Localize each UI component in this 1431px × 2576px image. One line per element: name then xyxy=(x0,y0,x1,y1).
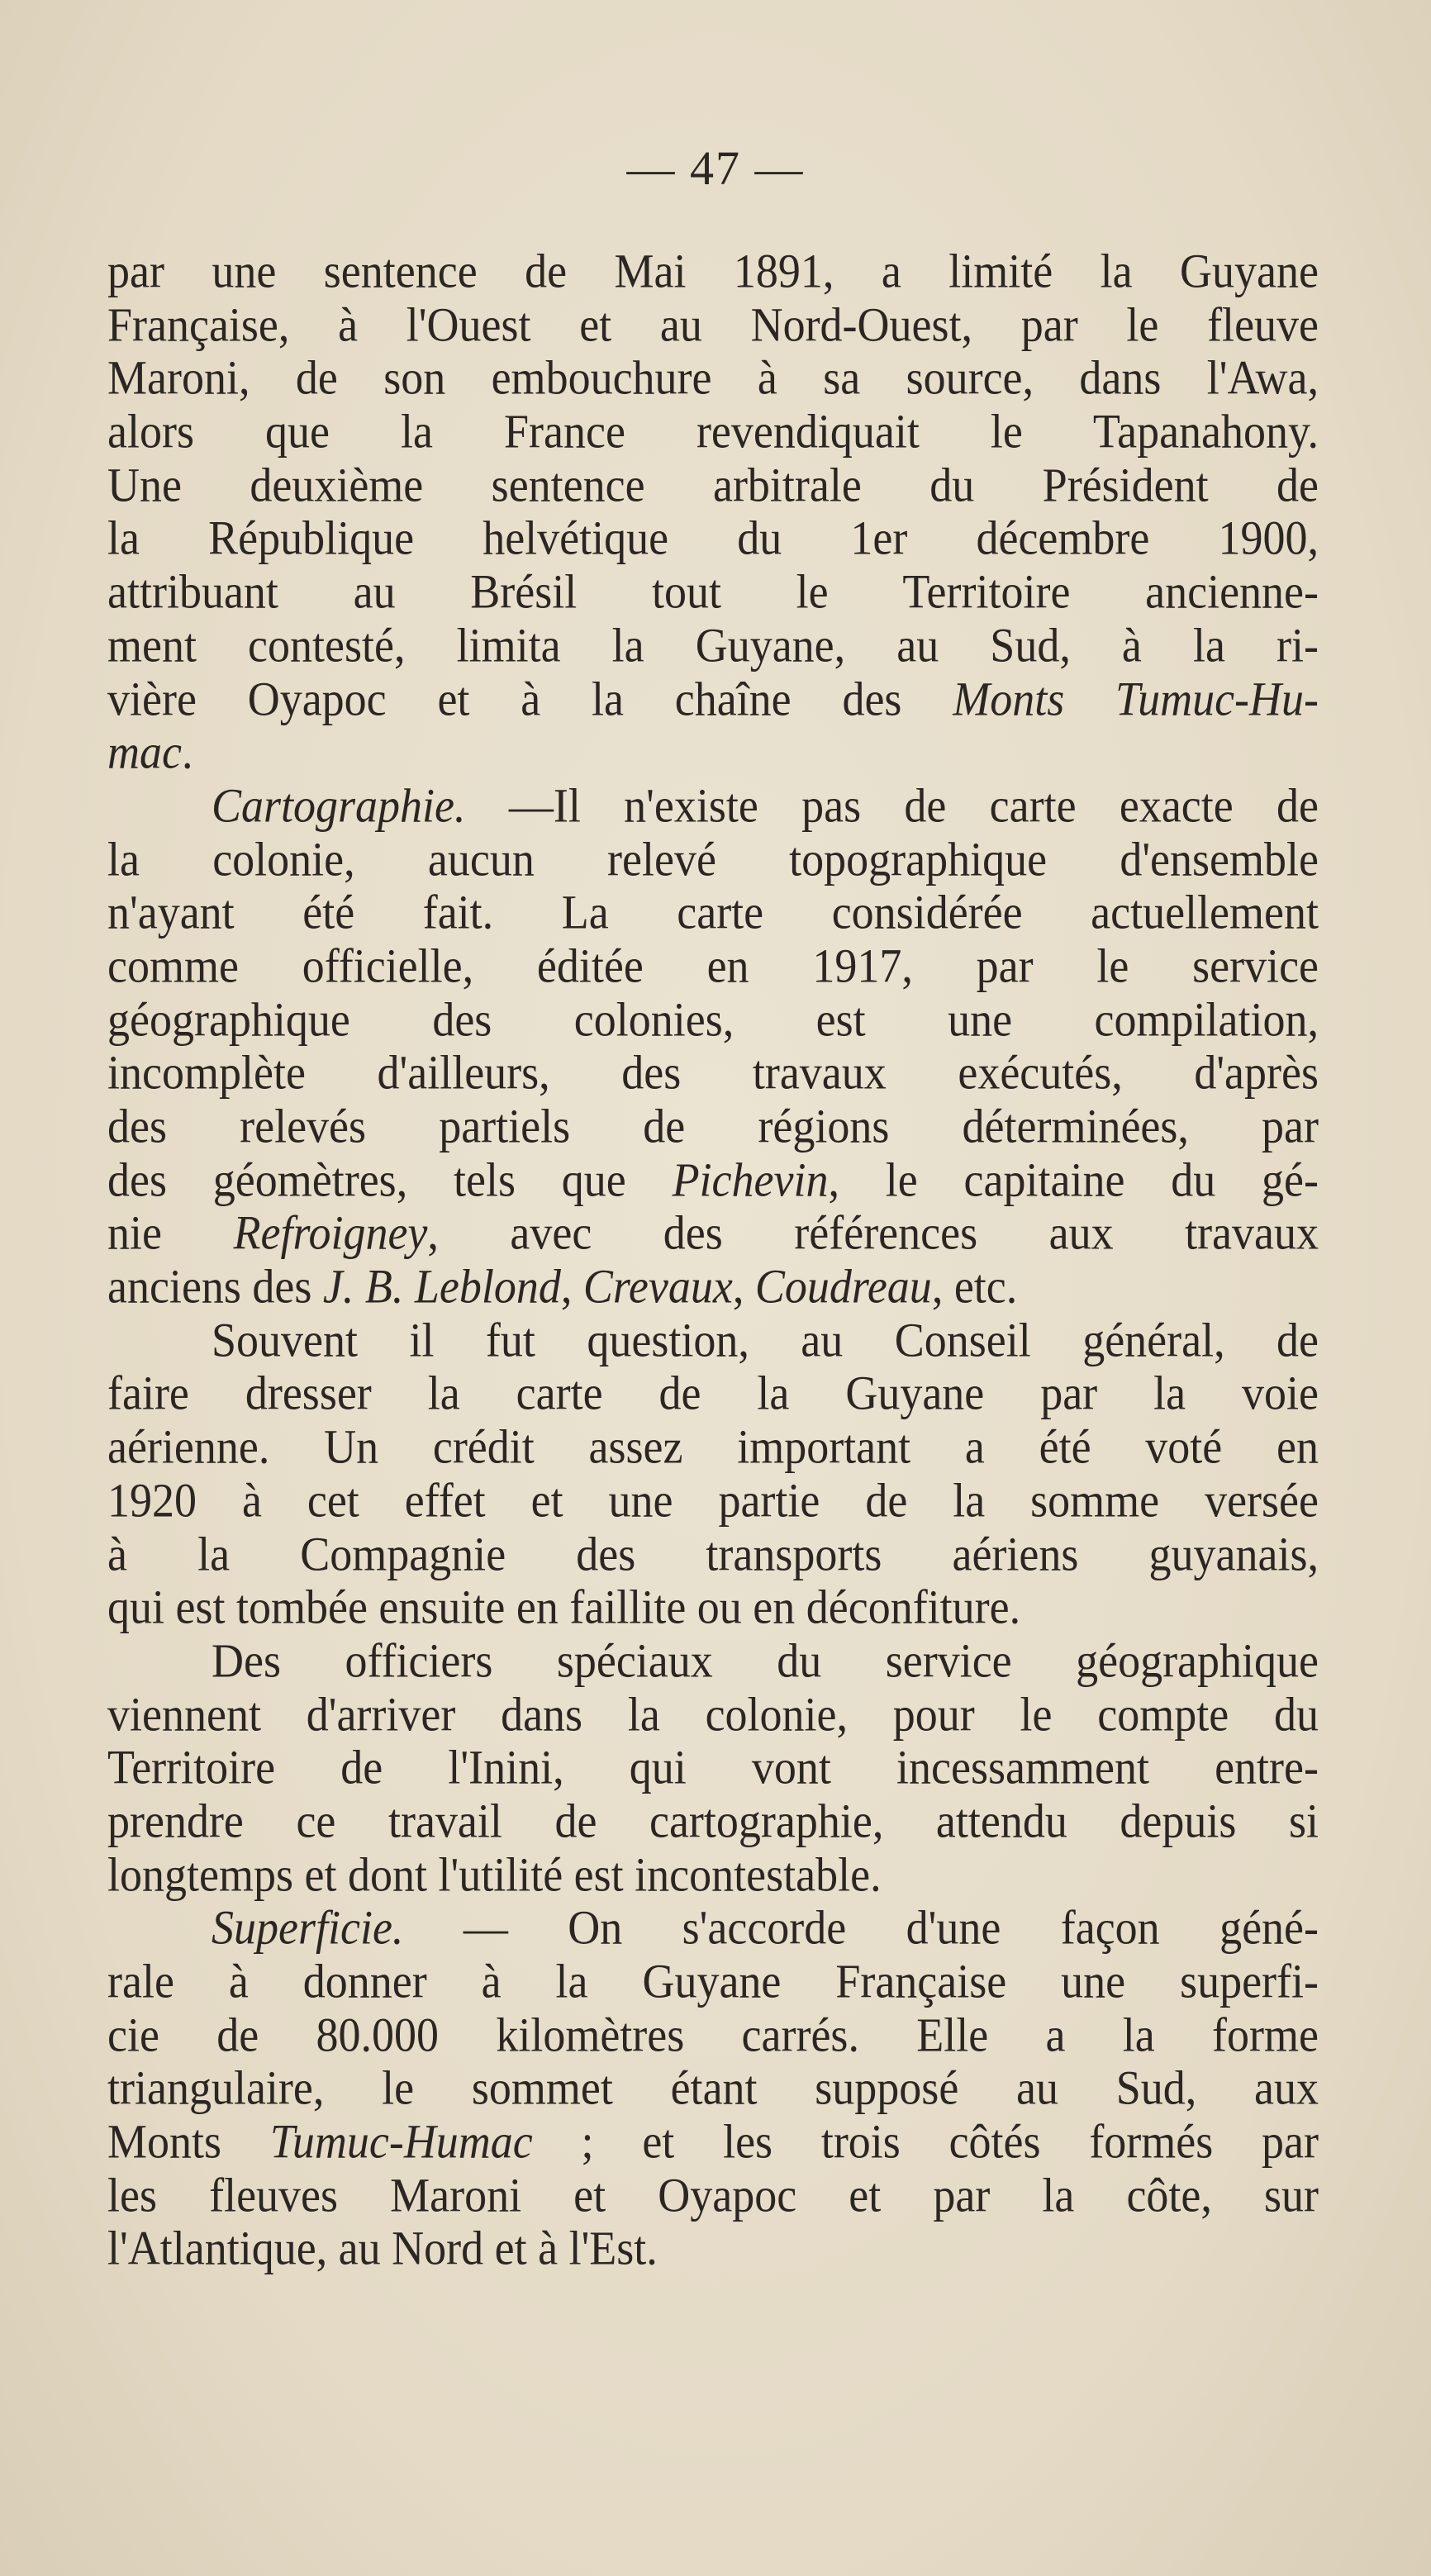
text-line xyxy=(107,349,1319,407)
text-segment: 1920 à cet effet et une partie de la somme versée xyxy=(107,1473,1319,1528)
text-line xyxy=(107,1579,1319,1637)
text-line xyxy=(107,1525,1319,1583)
text-segment: , etc. xyxy=(931,1259,1018,1314)
text-segment: ment contesté, limita la Guyane, au Sud, à la ri- xyxy=(107,618,1319,673)
text-segment: , xyxy=(732,1259,755,1314)
text-segment: vière Oyapoc et à la chaîne des xyxy=(107,672,953,725)
text-segment: , xyxy=(560,1259,583,1314)
text-segment: géographique des colonies, est une compilation, xyxy=(107,992,1319,1046)
text-line xyxy=(107,1739,1319,1797)
text-segment: Souvent il fut question, au Conseil général, de xyxy=(212,1313,1319,1367)
text-segment: Une deuxième sentence arbitrale du Président de xyxy=(107,458,1319,512)
text-segment: rale à donner à la Guyane Française une superfi- xyxy=(107,1954,1319,2008)
text-line xyxy=(107,2060,1319,2117)
italic-text: Coudreau xyxy=(754,1259,932,1314)
text-line xyxy=(107,296,1319,354)
text-segment: . xyxy=(181,725,193,779)
italic-text: Pichevin xyxy=(672,1153,829,1207)
text-segment: faire dresser la carte de la Guyane par la voie xyxy=(107,1366,1319,1420)
text-line xyxy=(107,991,1319,1048)
text-segment: par une sentence de Mai 1891, a limité la Guyane xyxy=(107,244,1319,298)
text-segment: viennent d'arriver dans la colonie, pour le compte du xyxy=(107,1687,1319,1741)
text-line xyxy=(107,2006,1319,2064)
text-segment: Maroni, de son embouchure à sa source, dans l'Awa, xyxy=(107,350,1319,405)
text-segment: les fleuves Maroni et Oyapoc et par la côte, sur xyxy=(107,2168,1319,2222)
text-line xyxy=(107,402,1319,460)
text-line xyxy=(107,2166,1319,2224)
text-segment: triangulaire, le sommet étant supposé au Sud, aux xyxy=(107,2060,1319,2115)
text-segment: longtemps et dont l'utilité est incontestable. xyxy=(107,1847,882,1901)
text-segment: incomplète d'ailleurs, des travaux exécutés, d'après xyxy=(107,1045,1319,1100)
text-line xyxy=(107,1471,1319,1529)
italic-text: Monts Tumuc-Hu- xyxy=(953,672,1319,725)
text-line xyxy=(107,724,1319,782)
text-segment: — On s'accorde d'une façon géné- xyxy=(403,1900,1319,1955)
text-line xyxy=(107,1311,1319,1369)
text-segment: Monts xyxy=(107,2114,270,2169)
italic-text: Tumuc-Humac xyxy=(269,2114,533,2169)
text-line xyxy=(107,2220,1319,2278)
text-segment: anciens des xyxy=(107,1259,323,1314)
text-line xyxy=(107,1685,1319,1743)
text-segment: aérienne. Un crédit assez important a été voté en xyxy=(107,1419,1319,1474)
text-segment: qui est tombée ensuite en faillite ou en déconfiture. xyxy=(107,1580,1021,1634)
text-segment: des relevés partiels de régions déterminées, par xyxy=(107,1099,1319,1153)
text-line xyxy=(107,830,1319,888)
text-line xyxy=(107,456,1319,514)
text-line xyxy=(107,1899,1319,1957)
text-segment: l'Atlantique, au Nord et à l'Est. xyxy=(107,2222,658,2275)
text-segment: Française, à l'Ouest et au Nord-Ouest, par le fleuve xyxy=(107,297,1319,352)
text-line xyxy=(107,1846,1319,1903)
text-line xyxy=(107,616,1319,674)
text-segment: à la Compagnie des transports aériens guyanais, xyxy=(107,1527,1319,1580)
text-segment: comme officielle, éditée en 1917, par le service xyxy=(107,939,1319,993)
italic-text: J. B. Leblond xyxy=(322,1259,561,1314)
text-segment: des géomètres, tels que xyxy=(107,1153,673,1207)
text-segment: prendre ce travail de cartographie, attendu depuis si xyxy=(107,1794,1319,1848)
text-line xyxy=(107,1257,1319,1315)
text-segment: Territoire de l'Inini, qui vont incessamment entre- xyxy=(107,1740,1319,1794)
text-line xyxy=(107,1952,1319,2010)
text-segment: nie xyxy=(107,1205,234,1260)
text-line xyxy=(107,1044,1319,1102)
text-segment: la République helvétique du 1er décembre 1900, xyxy=(107,511,1319,565)
text-line xyxy=(107,1792,1319,1850)
text-line xyxy=(107,1632,1319,1690)
text-line xyxy=(107,1097,1319,1155)
text-segment: n'ayant été fait. La carte considérée actuellement xyxy=(107,885,1319,939)
italic-text: Refroigney xyxy=(233,1205,428,1260)
text-segment: la colonie, aucun relevé topographique d'ensemble xyxy=(107,832,1319,886)
text-segment: , avec des références aux travaux xyxy=(427,1205,1319,1260)
text-line xyxy=(107,563,1319,621)
italic-text: mac xyxy=(107,725,182,779)
text-segment: cie de 80.000 kilomètres carrés. Elle a la forme xyxy=(107,2008,1319,2062)
text-segment: —Il n'existe pas de carte exacte de xyxy=(465,778,1319,833)
text-line xyxy=(107,1419,1319,1476)
text-line xyxy=(107,2113,1319,2170)
text-line xyxy=(107,777,1319,834)
text-line xyxy=(107,510,1319,568)
italic-text: Superficie. xyxy=(212,1900,404,1955)
text-segment: attribuant au Brésil tout le Territoire ancienne- xyxy=(107,564,1319,619)
text-segment: alors que la France revendiquait le Tapanahony. xyxy=(107,404,1319,459)
text-segment: Des officiers spéciaux du service géographique xyxy=(212,1633,1319,1688)
page-number: — 47 — xyxy=(626,141,805,195)
text-line xyxy=(107,937,1319,995)
page-body-text xyxy=(107,245,1319,2275)
text-line xyxy=(107,884,1319,942)
text-segment: ; et les trois côtés formés par xyxy=(532,2114,1319,2169)
text-line xyxy=(107,1205,1319,1262)
text-line xyxy=(107,242,1319,300)
text-segment: , le capitaine du gé- xyxy=(828,1153,1319,1207)
text-line xyxy=(107,1151,1319,1209)
italic-text: Crevaux xyxy=(582,1259,733,1314)
text-line xyxy=(107,1365,1319,1423)
text-line xyxy=(107,670,1319,728)
italic-text: Cartographie. xyxy=(212,778,466,833)
